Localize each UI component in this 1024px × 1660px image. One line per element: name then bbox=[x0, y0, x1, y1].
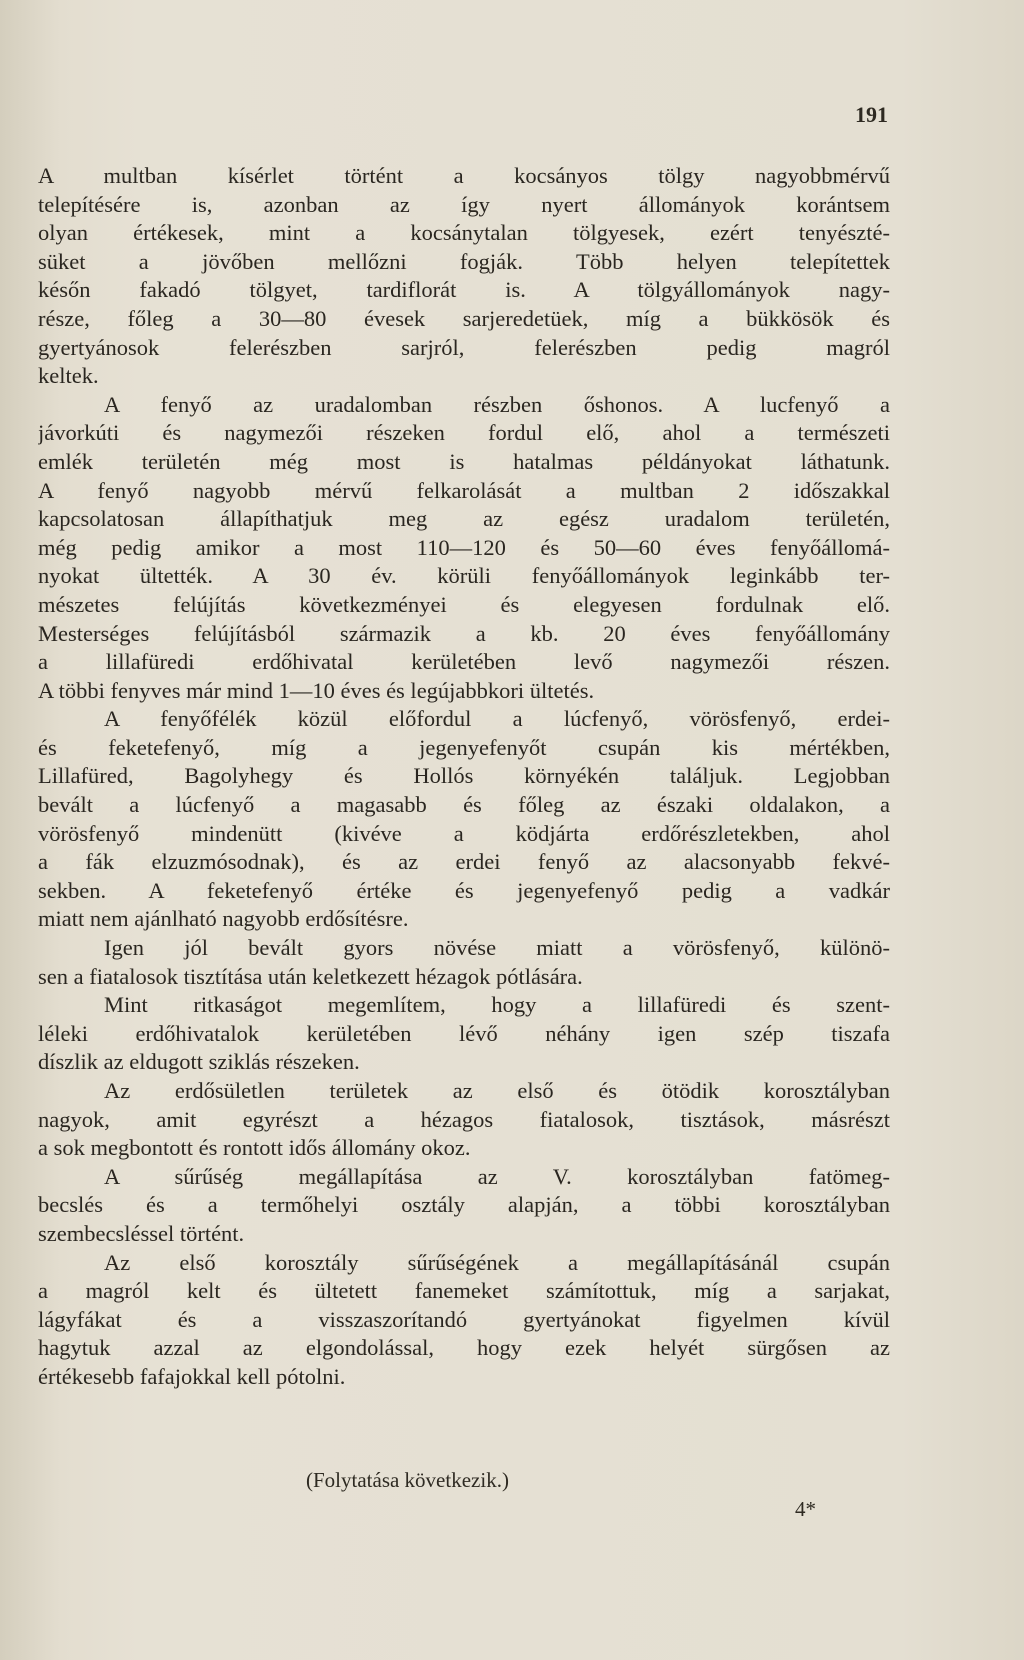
paragraph bbox=[38, 991, 890, 1077]
text-line: kapcsolatosan állapíthatjuk meg az egész uradalom területén, bbox=[38, 506, 890, 532]
text-line: Mesterséges felújításból származik a kb. 20 éves fenyőállomány bbox=[38, 620, 890, 646]
text-line: mészetes felújítás következményei és elegyesen fordulnak elő. bbox=[38, 591, 890, 617]
text-line: szembecsléssel történt. bbox=[38, 1220, 245, 1246]
text-line: sen a fiatalosok tisztítása után keletkezett hézagok pótlására. bbox=[38, 963, 583, 989]
paragraph bbox=[38, 934, 890, 991]
text-line: A többi fenyves már mind 1—10 éves és legújabbkori ültetés. bbox=[38, 677, 595, 703]
text-line: a sok megbontott és rontott idős állomány okoz. bbox=[38, 1135, 471, 1161]
text-line: lágyfákat és a visszaszorítandó gyertyánokat figyelmen kívül bbox=[38, 1306, 890, 1332]
text-line: sekben. A feketefenyő értéke és jegenyefenyő pedig a vadkár bbox=[38, 877, 890, 903]
text-line: Az első korosztály sűrűségének a megállapításánál csupán bbox=[104, 1249, 890, 1275]
text-line: díszlik az eldugott sziklás részeken. bbox=[38, 1049, 360, 1075]
paragraph bbox=[38, 162, 890, 391]
text-line: A multban kísérlet történt a kocsányos tölgy nagyobbmérvű bbox=[38, 163, 890, 188]
text-line: A fenyő az uradalomban részben őshonos. A lucfenyő a bbox=[104, 391, 890, 417]
text-line: olyan értékesek, mint a kocsánytalan tölgyesek, ezért tenyészté- bbox=[38, 220, 890, 246]
paragraph bbox=[38, 705, 890, 934]
paragraph bbox=[38, 391, 890, 706]
text-line: Lillafüred, Bagolyhegy és Hollós környékén találjuk. Legjobban bbox=[38, 763, 890, 789]
text-line: Az erdősületlen területek az első és ötödik korosztályban bbox=[104, 1078, 890, 1103]
paragraph bbox=[38, 1163, 890, 1249]
text-line: A fenyőfélék közül előfordul a lúcfenyő, vörösfenyő, erdei- bbox=[104, 706, 890, 732]
text-line: vörösfenyő mindenütt (kivéve a ködjárta erdőrészletekben, ahol bbox=[38, 820, 890, 846]
paragraph bbox=[38, 1249, 890, 1392]
text-line: Igen jól bevált gyors növése miatt a vörösfenyő, különö- bbox=[104, 935, 890, 961]
continuation-note: (Folytatása következik.) bbox=[306, 1468, 509, 1492]
text-line: léleki erdőhivatalok kerületében lévő néhány igen szép tiszafa bbox=[38, 1020, 890, 1046]
text-line: értékesebb fafajokkal kell pótolni. bbox=[38, 1363, 346, 1389]
text-line: emlék területén még most is hatalmas példányokat láthatunk. bbox=[38, 448, 890, 474]
page-number: 191 bbox=[855, 102, 888, 127]
text-line: a magról kelt és ültetett fanemeket számítottuk, míg a sarjakat, bbox=[38, 1278, 890, 1304]
text-line: miatt nem ajánlható nagyobb erdősítésre. bbox=[38, 906, 409, 932]
text-line: keltek. bbox=[38, 363, 99, 389]
text-line: része, főleg a 30—80 évesek sarjeredetüek, míg a bükkösök és bbox=[38, 305, 890, 331]
text-line: még pedig amikor a most 110—120 és 50—60 éves fenyőállomá- bbox=[38, 534, 890, 560]
text-line: telepítésére is, azonban az így nyert állományok korántsem bbox=[38, 191, 890, 217]
text-line: Mint ritkaságot megemlítem, hogy a lillafüredi és szent- bbox=[104, 992, 890, 1018]
text-line: későn fakadó tölgyet, tardiflorát is. A tölgyállományok nagy- bbox=[38, 277, 890, 303]
text-line: gyertyánosok felerészben sarjról, felerészben pedig magról bbox=[38, 334, 890, 360]
text-line: bevált a lúcfenyő a magasabb és főleg az északi oldalakon, a bbox=[38, 792, 890, 818]
text-line: jávorkúti és nagymezői részeken fordul elő, ahol a természeti bbox=[38, 420, 890, 446]
body-text bbox=[38, 162, 890, 1392]
text-line: és feketefenyő, míg a jegenyefenyőt csupán kis mértékben, bbox=[38, 734, 890, 760]
text-line: hagytuk azzal az elgondolással, hogy ezek helyét sürgősen az bbox=[38, 1335, 890, 1361]
text-line: nagyok, amit egyrészt a hézagos fiatalosok, tisztások, másrészt bbox=[38, 1106, 890, 1132]
text-line: a lillafüredi erdőhivatal kerületében levő nagymezői részen. bbox=[38, 649, 890, 675]
text-line: A sűrűség megállapítása az V. korosztályban fatömeg- bbox=[104, 1163, 890, 1189]
text-line: becslés és a termőhelyi osztály alapján, a többi korosztályban bbox=[38, 1192, 890, 1218]
paragraph bbox=[38, 1077, 890, 1163]
signature-mark: 4* bbox=[795, 1497, 816, 1521]
text-line: nyokat ültették. A 30 év. körüli fenyőállományok leginkább ter- bbox=[38, 563, 890, 589]
text-line: A fenyő nagyobb mérvű felkarolását a multban 2 időszakkal bbox=[38, 477, 890, 503]
text-line: a fák elzuzmósodnak), és az erdei fenyő az alacsonyabb fekvé- bbox=[38, 849, 890, 875]
text-line: süket a jövőben mellőzni fogják. Több helyen telepítettek bbox=[38, 248, 890, 274]
